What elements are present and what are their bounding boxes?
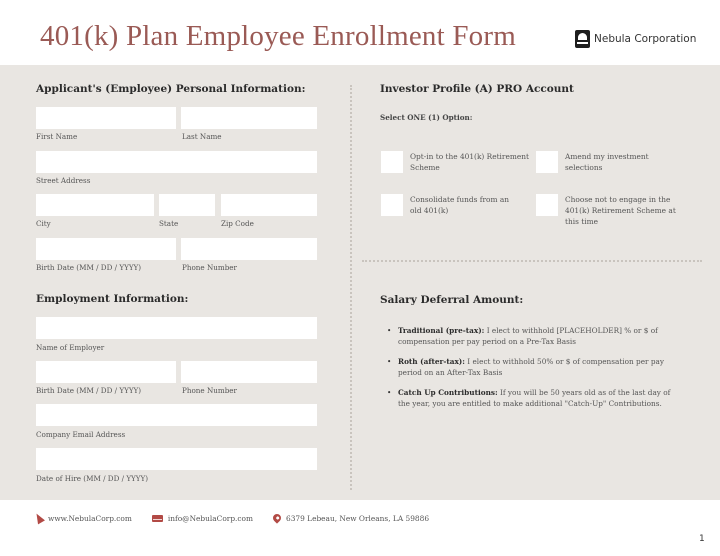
mail-icon [152, 515, 163, 522]
option-checkbox-amend[interactable] [536, 151, 558, 173]
deferral-term: Roth (after-tax): [398, 357, 465, 366]
employment-birth-date-input[interactable] [36, 361, 176, 383]
street-address-label: Street Address [36, 176, 91, 185]
city-input[interactable] [36, 194, 154, 216]
company-email-label: Company Email Address [36, 430, 126, 439]
deferral-item-catch-up [385, 388, 675, 409]
deferral-item-roth [385, 357, 675, 378]
form-title: 401(k) Plan Employee Enrollment Form [40, 20, 516, 52]
zip-code-label: Zip Code [221, 219, 254, 228]
option-label-decline: Choose not to engage in the 401(k) Retirement Scheme at this time [565, 195, 676, 226]
employment-birth-date-label: Birth Date (MM / DD / YYYY) [36, 386, 142, 395]
option-checkbox-consolidate[interactable] [381, 194, 403, 216]
employer-name-label: Name of Employer [36, 343, 105, 352]
column-divider [350, 85, 352, 490]
deferral-text: I elect to withhold [PLACEHOLDER] % or $ of compensation per pay period on a Pre-Tax Basis [398, 326, 658, 346]
investor-profile-heading: Investor Profile (A) PRO Account [380, 83, 574, 95]
cursor-icon [33, 512, 45, 525]
address-text: 6379 Lebeau, New Orleans, LA 59886 [286, 513, 430, 523]
salary-deferral-heading: Salary Deferral Amount: [380, 294, 524, 306]
deferral-list [385, 326, 675, 419]
street-address-input[interactable] [36, 151, 317, 173]
employment-phone-label: Phone Number [182, 386, 237, 395]
page-number: 1 [699, 534, 705, 544]
birth-date-input[interactable] [36, 238, 176, 260]
state-input[interactable] [159, 194, 215, 216]
footer-email [152, 514, 253, 523]
footer [35, 513, 449, 523]
hire-date-input[interactable] [36, 448, 317, 470]
hire-date-label: Date of Hire (MM / DD / YYYY) [36, 474, 149, 483]
option-label-opt-in: Opt-in to the 401(k) Retirement Scheme [410, 152, 529, 172]
company-logo [575, 30, 696, 48]
company-email-input[interactable] [36, 404, 317, 426]
zip-code-input[interactable] [221, 194, 317, 216]
footer-address [273, 514, 429, 523]
deferral-item-traditional [385, 326, 675, 347]
deferral-text: I elect to withhold 50% or $ of compensation per pay period on an After-Tax Basis [398, 357, 664, 377]
location-pin-icon [271, 512, 282, 523]
last-name-input[interactable] [181, 107, 317, 129]
state-label: State [159, 219, 179, 228]
birth-date-label: Birth Date (MM / DD / YYYY) [36, 263, 142, 272]
select-option-instruction: Select ONE (1) Option: [380, 113, 473, 122]
footer-website [35, 513, 132, 523]
first-name-label: First Name [36, 132, 78, 141]
personal-info-heading: Applicant's (Employee) Personal Information: [36, 83, 306, 95]
nebula-logo-icon [575, 30, 590, 48]
employer-name-input[interactable] [36, 317, 317, 339]
city-label: City [36, 219, 51, 228]
deferral-term: Traditional (pre-tax): [398, 326, 485, 335]
employment-phone-input[interactable] [181, 361, 317, 383]
website-link[interactable]: www.NebulaCorp.com [48, 513, 132, 523]
company-name: Nebula Corporation [594, 33, 697, 45]
employment-info-heading: Employment Information: [36, 293, 189, 305]
option-label-amend: Amend my investment selections [565, 152, 649, 172]
option-checkbox-decline[interactable] [536, 194, 558, 216]
first-name-input[interactable] [36, 107, 176, 129]
section-divider [362, 260, 702, 262]
option-checkbox-opt-in[interactable] [381, 151, 403, 173]
phone-number-input[interactable] [181, 238, 317, 260]
deferral-term: Catch Up Contributions: [398, 388, 498, 397]
option-label-consolidate: Consolidate funds from an old 401(k) [410, 195, 510, 215]
phone-number-label: Phone Number [182, 263, 237, 272]
email-link[interactable]: info@NebulaCorp.com [167, 513, 253, 523]
last-name-label: Last Name [182, 132, 222, 141]
deferral-text: If you will be 50 years old as of the last day of the year, you are entitled to make additional "Catch-Up" Contributions. [398, 388, 671, 408]
